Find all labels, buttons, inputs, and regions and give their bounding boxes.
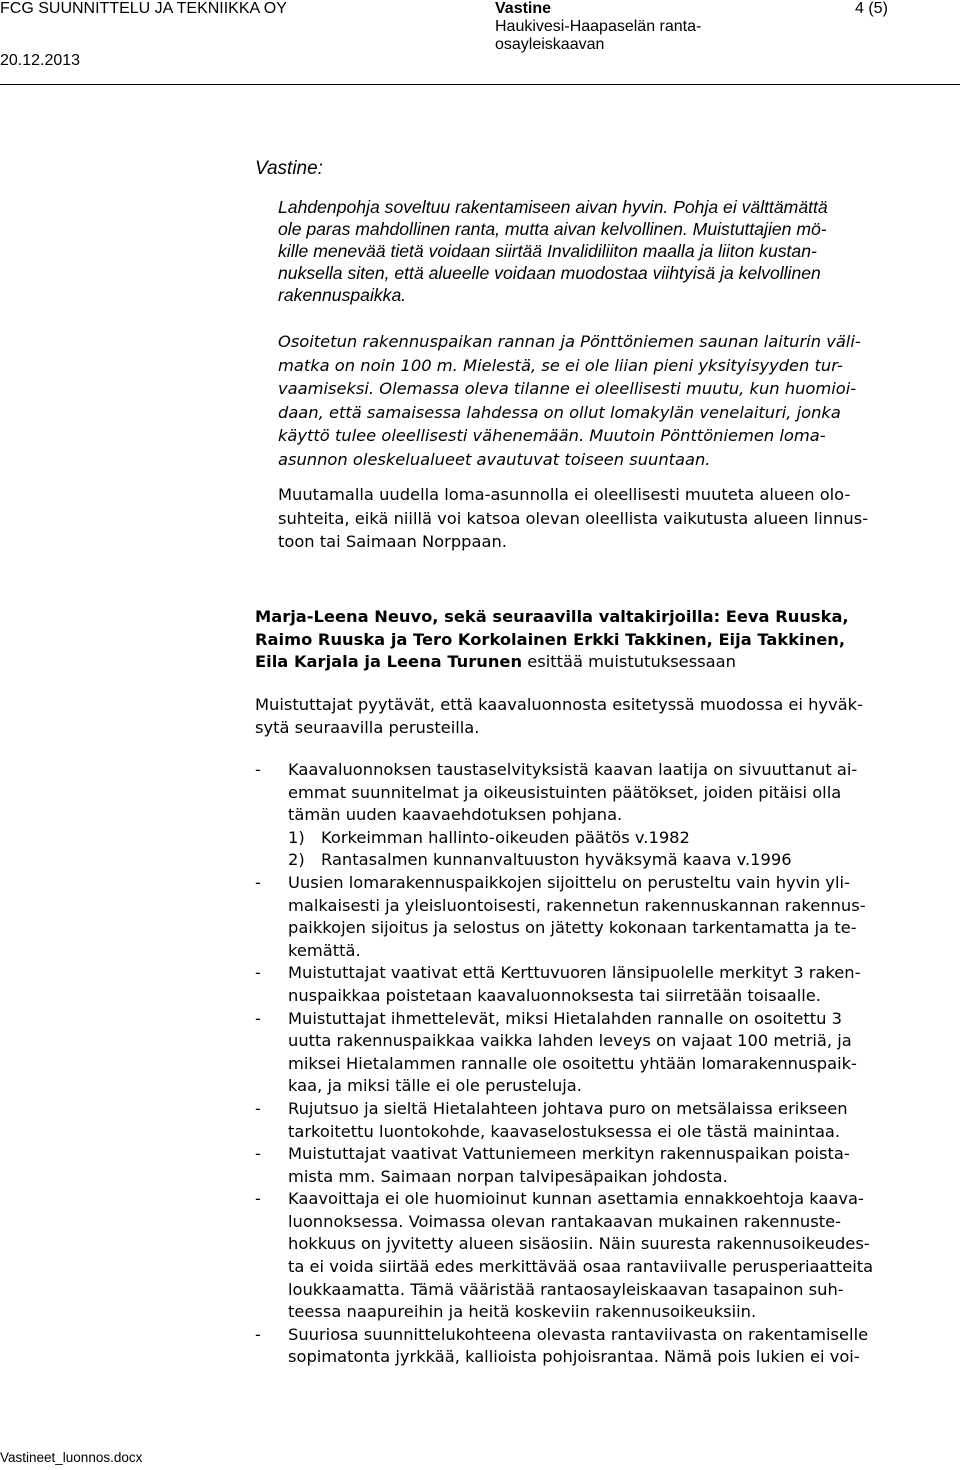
vastine-paragraph-2: [278, 330, 950, 472]
document-subtitle-line-2: osayleiskaavan: [495, 36, 605, 53]
list-item: [255, 1324, 950, 1369]
list-item-line: uutta rakennuspaikkaa vaikka lahden leveys on vajaat 100 metriä, ja: [288, 1031, 852, 1051]
footer-filename: Vastineet_luonnos.docx: [0, 1450, 143, 1465]
list-item-line: tämän uuden kaavaehdotuksen pohjana.: [288, 805, 623, 825]
sub-item-number: 1): [288, 827, 305, 847]
list-item-line: paikkojen sijoitus ja selostus on jätetty kokonaan tarkentamatta ja te-: [288, 918, 857, 938]
vastine-p1-line: ole paras mahdollinen ranta, mutta aivan kelvollinen. Muistuttajien mö-: [278, 218, 827, 239]
vastine-heading: Vastine:: [255, 158, 323, 179]
objection-intro-line: sytä seuraavilla perusteilla.: [255, 717, 480, 737]
list-item-line: Muistuttajat vaativat Vattuniemeen merkityn rakennuspaikan poista-: [288, 1144, 850, 1164]
list-item-line: Suuriosa suunnittelukohteena olevasta rantaviivasta on rakentamiselle: [288, 1324, 869, 1344]
list-item-line: emmat suunnitelmat ja oikeusistuinten päätökset, joiden pitäisi olla: [288, 782, 842, 802]
vastine-p3-line: Muutamalla uudella loma-asunnolla ei oleellisesti muuteta alueen olo-: [278, 485, 851, 504]
list-item-line: kaa, ja miksi tälle ei ole perusteluja.: [288, 1076, 582, 1096]
vastine-p1-line: nuksella siten, että alueelle voidaan muodostaa viihtyisä ja kelvollinen: [278, 262, 821, 283]
page-number: 4 (5): [855, 0, 888, 17]
list-item-line: Kaavaluonnoksen taustaselvityksistä kaavan laatija on sivuuttanut ai-: [288, 760, 858, 779]
list-item: [255, 1143, 950, 1188]
vastine-p1-line: kille menevää tietä voidaan siirtää Invalidiliiton maalla ja liiton kustan-: [278, 240, 817, 261]
list-item-line: mista mm. Saimaan norpan talvipesäpaikan johdosta.: [288, 1166, 728, 1186]
list-item-line: kemättä.: [288, 940, 361, 960]
objection-title-tail: esittää muistutuksessaan: [522, 652, 736, 671]
bullet-dash: -: [255, 1098, 261, 1118]
vastine-p2-line: käyttö tulee oleellisesti vähenemään. Muutoin Pönttöniemen loma-: [278, 426, 826, 446]
list-item-line: Kaavoittaja ei ole huomioinut kunnan asettamia ennakkoehtoja kaava-: [288, 1189, 864, 1209]
list-item: [255, 1008, 950, 1098]
sub-item-text: Rantasalmen kunnanvaltuuston hyväksymä kaava v.1996: [321, 850, 792, 870]
bullet-dash: -: [255, 760, 261, 779]
bullet-dash: -: [255, 1324, 261, 1344]
list-item-line: Uusien lomarakennuspaikkojen sijoittelu on perusteltu vain hyvin yli-: [288, 872, 850, 892]
list-item-line: malkaisesti ja yleisluontoisesti, rakennetun rakennuskannan rakennus-: [288, 895, 866, 915]
list-item: [255, 872, 950, 962]
list-item-line: loukkaamatta. Tämä vääristää rantaosayleiskaavan tasapainon suh-: [288, 1279, 844, 1299]
vastine-paragraph-1: [278, 197, 950, 307]
vastine-p2-line: vaamiseksi. Olemassa oleva tilanne ei oleellisesti muutu, kun huomioi-: [278, 379, 857, 399]
list-item-line: luonnoksessa. Voimassa olevan rantakaavan mukainen rakennuste-: [288, 1211, 841, 1231]
bullet-dash: -: [255, 1189, 261, 1209]
objection-title-line: Raimo Ruuska ja Tero Korkolainen Erkki Takkinen, Eija Takkinen,: [255, 629, 846, 649]
header-divider: [0, 84, 960, 85]
vastine-paragraph-3: [278, 483, 950, 554]
company-name: FCG SUUNNITTELU JA TEKNIIKKA OY: [0, 0, 287, 17]
objection-title-names: Eila Karjala ja Leena Turunen: [255, 652, 523, 671]
vastine-p2-line: asunnon oleskelualueet avautuvat toiseen suuntaan.: [278, 449, 711, 469]
list-item-line: ta ei voida siirtää edes merkittävää osaa rantaviivalle perusperiaatteita: [288, 1257, 874, 1277]
sub-item-text: Korkeimman hallinto-oikeuden päätös v.1982: [321, 827, 690, 847]
list-item-line: Rujutsuo ja sieltä Hietalahteen johtava puro on metsälaissa erikseen: [288, 1098, 848, 1118]
vastine-p3-line: toon tai Saimaan Norppaan.: [278, 532, 507, 552]
bullet-dash: -: [255, 872, 261, 892]
list-item: [255, 759, 950, 872]
vastine-p2-line: matka on noin 100 m. Mielestä, se ei ole liian pieni yksityisyyden tur-: [278, 355, 843, 375]
list-item-line: nuspaikkaa poistetaan kaavaluonnoksesta tai siirretään toisaalle.: [288, 985, 821, 1005]
bullet-dash: -: [255, 963, 261, 983]
objection-list: [255, 759, 950, 1369]
list-item-line: teessa naapureihin ja heitä koskeviin rakennusoikeuksiin.: [288, 1302, 757, 1322]
vastine-p1-line: rakennuspaikka.: [278, 284, 407, 305]
list-item-line: miksei Hietalammen rannalle ole osoitettu yhtään lomarakennuspaik-: [288, 1053, 857, 1073]
objection-intro-line: Muistuttajat pyytävät, että kaavaluonnosta esitetyssä muodossa ei hyväk-: [255, 695, 863, 714]
list-item-line: Muistuttajat vaativat että Kerttuvuoren länsipuolelle merkityt 3 raken-: [288, 963, 861, 983]
list-item-line: hokkuus on jyvitetty alueen sisäosiin. Näin suuresta rakennusoikeudes-: [288, 1234, 870, 1254]
list-item-line: tarkoitettu luontokohde, kaavaselostuksessa ei ole tästä mainintaa.: [288, 1121, 841, 1141]
document-title: Vastine: [495, 0, 552, 17]
vastine-p2-line: Osoitetun rakennuspaikan rannan ja Pönttöniemen saunan laiturin väli-: [278, 332, 861, 351]
bullet-dash: -: [255, 1144, 261, 1164]
list-item: [255, 962, 950, 1007]
vastine-p1-line: Lahdenpohja soveltuu rakentamiseen aivan hyvin. Pohja ei välttämättä: [278, 197, 828, 217]
vastine-p2-line: daan, että samaisessa lahdessa on ollut lomakylän venelaituri, jonka: [278, 402, 841, 422]
list-item-line: sopimatonta jyrkkää, kallioista pohjoisrantaa. Nämä pois lukien ei voi-: [288, 1347, 860, 1367]
document-subtitle-line-1: Haukivesi-Haapaselän ranta-: [495, 18, 702, 35]
objection-intro: [255, 694, 950, 739]
list-item: [255, 1188, 950, 1324]
bullet-dash: -: [255, 1008, 261, 1028]
sub-list-item: [288, 849, 950, 872]
list-item-line: Muistuttajat ihmettelevät, miksi Hietalahden rannalle on osoitettu 3: [288, 1008, 842, 1028]
list-item: [255, 1098, 950, 1143]
vastine-p3-line: suhteita, eikä niillä voi katsoa olevan oleellista vaikutusta alueen linnus-: [278, 508, 869, 528]
sub-list-item: [288, 827, 950, 850]
objection-title-line: [255, 651, 950, 674]
objection-title: [255, 606, 950, 674]
document-date: 20.12.2013: [0, 52, 81, 69]
objection-title-line: Marja-Leena Neuvo, sekä seuraavilla valtakirjoilla: Eeva Ruuska,: [255, 607, 849, 626]
sub-item-number: 2): [288, 850, 305, 870]
